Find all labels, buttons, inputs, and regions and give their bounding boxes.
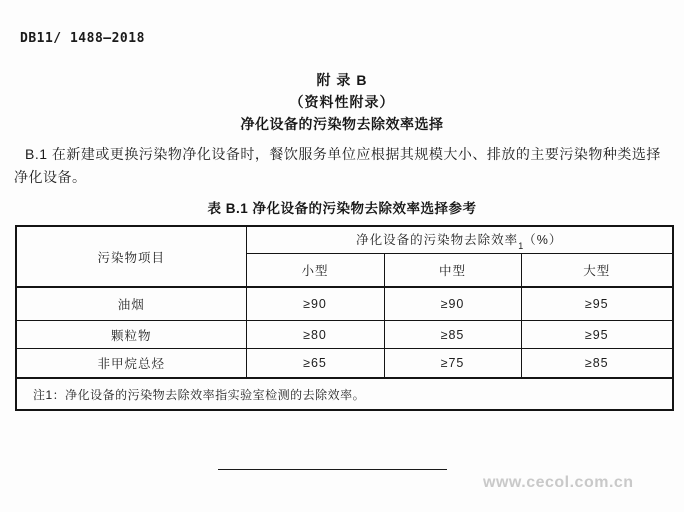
table-row [16, 287, 673, 321]
appendix-subtitle: （资料性附录） [289, 94, 395, 110]
removal-efficiency-table [15, 225, 674, 411]
row-value-large: ≥85 [521, 349, 673, 379]
row-item-label: 油烟 [16, 287, 246, 321]
row-item-label: 非甲烷总烃 [16, 349, 246, 379]
appendix-title: 附 录 B [316, 72, 368, 88]
table-row [16, 321, 673, 349]
header-size-medium: 中型 [384, 254, 521, 288]
appendix-heading: 净化设备的污染物去除效率选择 [240, 116, 444, 132]
row-value-medium: ≥75 [384, 349, 521, 379]
header-pollutant-item: 污染物项目 [16, 226, 246, 287]
table-note-row [16, 378, 673, 410]
row-value-large: ≥95 [521, 321, 673, 349]
header-efficiency-unit: （%） [523, 233, 563, 248]
header-size-large: 大型 [521, 254, 673, 288]
clause-b1-line2: 净化设备。 [14, 169, 87, 185]
header-efficiency-title: 净化设备的污染物去除效率 [356, 233, 519, 248]
clause-b1 [14, 143, 674, 189]
row-item-label: 颗粒物 [16, 321, 246, 349]
table-note: 注1：净化设备的污染物去除效率指实验室检测的去除效率。 [16, 378, 673, 410]
row-value-medium: ≥85 [384, 321, 521, 349]
header-note-ref: 1 [518, 240, 524, 251]
standard-number: DB11/ 1488—2018 [20, 31, 145, 46]
header-efficiency-group [246, 226, 673, 254]
row-value-small: ≥90 [246, 287, 384, 321]
end-of-section-rule [218, 469, 447, 470]
clause-b1-line1: B.1 在新建或更换污染物净化设备时，餐饮服务单位应根据其规模大小、排放的主要污染物种类选择 [25, 146, 661, 162]
table-header-group-row [16, 226, 673, 254]
site-watermark: www.cecol.com.cn [483, 474, 634, 491]
row-value-small: ≥80 [246, 321, 384, 349]
table-row [16, 349, 673, 379]
table-caption: 表 B.1 净化设备的污染物去除效率选择参考 [207, 201, 477, 216]
header-size-small: 小型 [246, 254, 384, 288]
row-value-large: ≥95 [521, 287, 673, 321]
row-value-medium: ≥90 [384, 287, 521, 321]
row-value-small: ≥65 [246, 349, 384, 379]
